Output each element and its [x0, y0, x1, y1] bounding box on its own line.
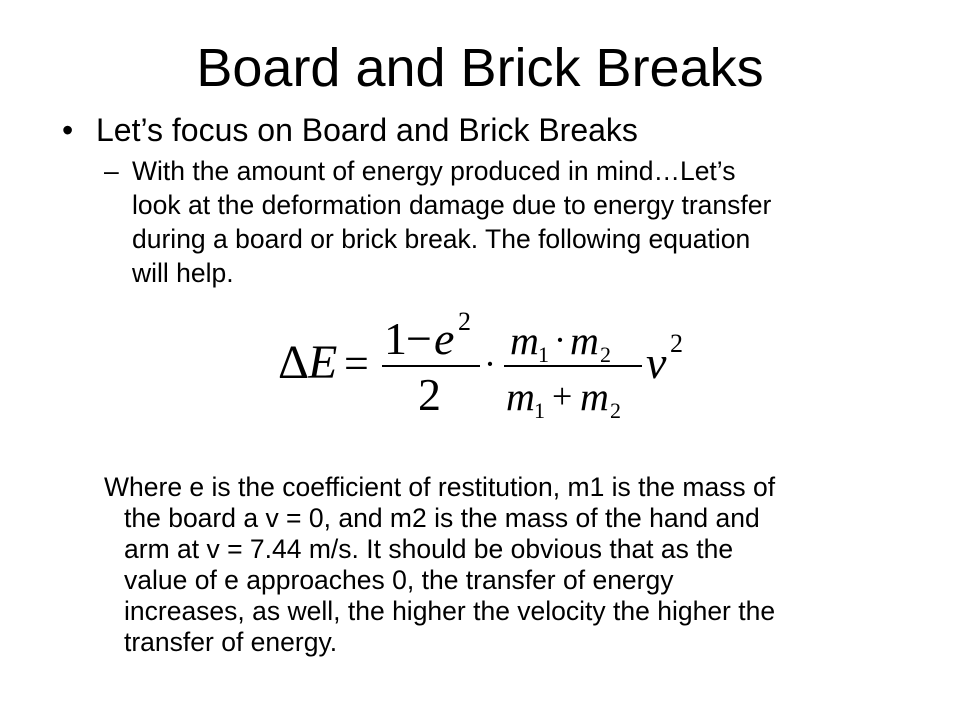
eq-energy-var: E	[308, 336, 338, 389]
eq-m2-num: m	[570, 318, 599, 363]
eq-e-exponent: 2	[458, 307, 471, 336]
paragraph-line: Where e is the coefficient of restitution, m1 is the mass of	[104, 472, 776, 502]
eq-minus: −	[406, 313, 432, 364]
sub-bullet-line: will help.	[132, 258, 234, 288]
sub-bullet-line: look at the deformation damage due to energy transfer	[132, 190, 772, 220]
eq-m2-num-sub: 2	[600, 342, 611, 367]
eq-dot: ·	[484, 344, 496, 384]
eq-m1-den-sub: 1	[534, 398, 545, 422]
energy-equation	[274, 306, 694, 422]
sub-bullet-line: With the amount of energy produced in mind…Let’s	[132, 156, 736, 186]
eq-num-dot: ·	[554, 320, 566, 360]
eq-m2-den-sub: 2	[610, 398, 621, 422]
paragraph-line: transfer of energy.	[124, 627, 338, 657]
sub-bullet-line: during a board or brick break. The following equation	[132, 224, 751, 254]
eq-velocity-exponent: 2	[670, 329, 683, 358]
sub-bullet-marker: –	[104, 156, 119, 186]
paragraph-line: increases, as well, the higher the velocity the higher the	[124, 596, 776, 626]
eq-e: e	[434, 313, 455, 364]
eq-delta: Δ	[278, 336, 309, 389]
bullet-marker: •	[62, 112, 74, 148]
paragraph-line: the board a v = 0, and m2 is the mass of the hand and	[124, 503, 760, 533]
eq-m1-den: m	[506, 374, 535, 419]
slide-title: Board and Brick Breaks	[196, 38, 764, 98]
eq-one: 1	[384, 313, 407, 364]
paragraph-line: arm at v = 7.44 m/s. It should be obvious that as the	[124, 534, 734, 564]
eq-m1-num: m	[510, 318, 539, 363]
eq-m1-num-sub: 1	[538, 342, 549, 367]
eq-m2-den: m	[580, 374, 609, 419]
eq-equals: =	[344, 339, 369, 388]
eq-two: 2	[418, 369, 441, 420]
eq-velocity: v	[646, 337, 667, 388]
eq-plus: +	[552, 376, 573, 416]
bullet-text: Let’s focus on Board and Brick Breaks	[96, 112, 638, 148]
paragraph-line: value of e approaches 0, the transfer of energy	[124, 565, 674, 595]
